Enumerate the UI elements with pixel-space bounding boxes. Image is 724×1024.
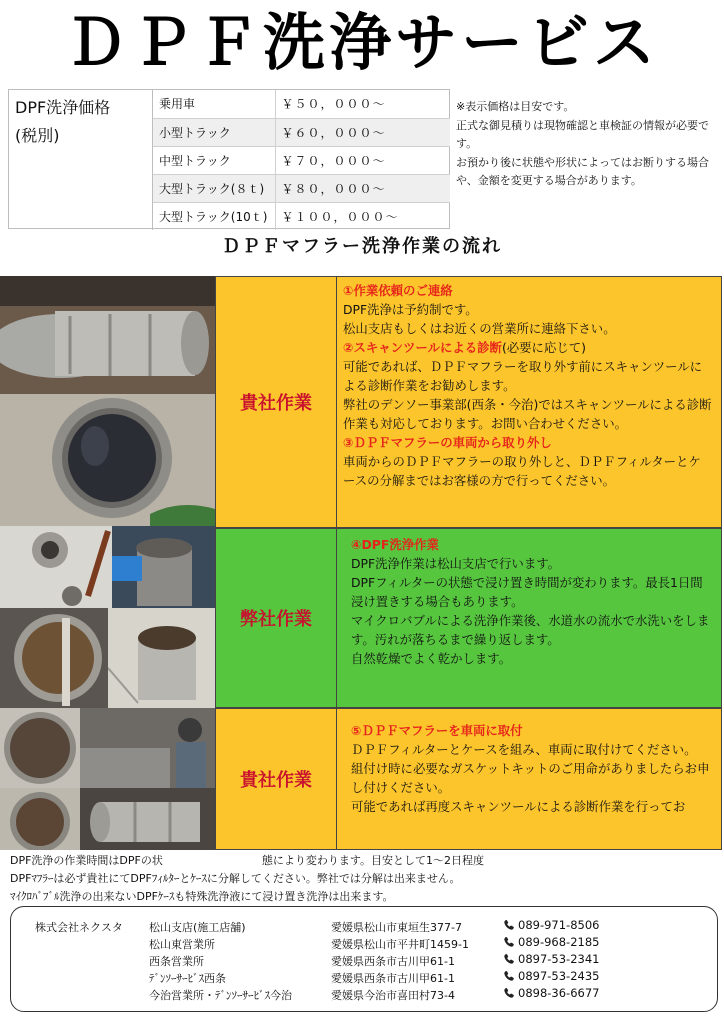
footer-note: DPF洗浄の作業時間はDPFの状 態により変わります。目安として1～2日程度: [10, 854, 484, 867]
section-text: [337, 709, 721, 849]
price-table-box: [8, 89, 450, 229]
step-body: ＤＰＦフィルターとケースを組み、車両に取付けてください。 組付け時に必要なガスケットキットのご用命がありましたらお申し付けください。 可能であれば再度スキャンツールによる診断作業を行ってお: [351, 742, 710, 814]
footer-notes: [10, 852, 714, 906]
tel-number: 089-968-2185: [518, 935, 600, 949]
office-name: 西条営業所: [149, 955, 204, 968]
footer-note: DPFﾏﾌﾗｰは必ず貴社にてDPFﾌｨﾙﾀｰとｹｰｽに分解してください。弊社では分解は出来ません。: [10, 872, 461, 885]
office-tel: [503, 952, 599, 966]
flow-section-customer-2: [215, 708, 722, 850]
page-title: ＤＰＦ洗浄サービス: [64, 6, 659, 79]
price-row: [153, 146, 450, 174]
office-address: 愛媛県松山市東垣生377-7: [331, 921, 462, 934]
phone-icon: [503, 987, 515, 999]
price-value: ￥７０，０００～: [275, 146, 450, 174]
price-note: ※表示価格は目安です。 正式な御見積りは現物確認と車検証の情報が必要です。 お預かり後に状態や形状によってはお断りする場合や、金額を変更する場合があります。: [456, 100, 709, 187]
tel-number: 089-971-8506: [518, 918, 600, 932]
flow-section-company: [215, 528, 722, 708]
price-value: ￥６０，０００～: [275, 118, 450, 146]
vehicle-type: 乗用車: [153, 90, 275, 118]
filter-photo: [0, 788, 80, 850]
phone-icon: [503, 970, 515, 982]
step-heading: ③ＤＰＦマフラーの車両から取り外し: [343, 435, 552, 450]
phone-icon: [503, 953, 515, 965]
price-label: DPF洗浄価格 (税別): [9, 90, 153, 230]
tel-number: 0897-53-2341: [518, 952, 600, 966]
vehicle-type: 大型トラック(８ｔ): [153, 174, 275, 202]
washing-photo: [112, 526, 215, 608]
vehicle-type: 大型トラック(10ｔ): [153, 202, 275, 230]
step-heading: ⑤ＤＰＦマフラーを車両に取付: [351, 723, 523, 738]
price-row: [153, 202, 450, 230]
office-tel: [503, 918, 599, 932]
office-address: 愛媛県今治市喜田村73-4: [331, 989, 455, 1002]
filter-photo: [0, 394, 215, 526]
footer-note: ﾏｲｸﾛﾊﾞﾌﾞﾙ洗浄の出来ないDPFｹｰｽも特殊洗浄液にて浸け置き洗浄は出来ます。: [10, 890, 394, 903]
step-heading: ②スキャンツールによる診断: [343, 340, 502, 355]
phone-icon: [503, 919, 515, 931]
section-text: [337, 277, 721, 527]
install-photo: [80, 708, 215, 788]
office-name: 松山東営業所: [149, 938, 215, 951]
filter-photo: [0, 708, 80, 788]
office-name: 今治営業所・ﾃﾞﾝｿｰｻｰﾋﾞｽ今治: [149, 989, 292, 1002]
vehicle-type: 小型トラック: [153, 118, 275, 146]
step-body: DPF洗浄は予約制です。 松山支店もしくはお近くの営業所に連絡下さい。: [343, 302, 616, 336]
office-name: ﾃﾞﾝｿｰｻｰﾋﾞｽ西条: [149, 972, 226, 985]
filter-photo: [108, 608, 215, 708]
step-body: 車両からのＤＰＦマフラーの取り外しと、ＤＰＦフィルターとケースの分解まではお客様の方で行ってください。: [343, 454, 701, 488]
flow-title: ＤＰＦマフラー洗浄作業の流れ: [222, 236, 502, 257]
office-tel: [503, 986, 599, 1000]
office-address: 愛媛県西条市古川甲61-1: [331, 955, 455, 968]
office-tel: [503, 969, 599, 983]
office-tel: [503, 935, 599, 949]
section-text: [337, 529, 721, 707]
price-row: [153, 118, 450, 146]
company-box: [10, 906, 718, 1012]
office-address: 愛媛県西条市古川甲61-1: [331, 972, 455, 985]
muffler-photo: [80, 788, 215, 850]
photo-column: [0, 276, 215, 850]
price-value: ￥８０，０００～: [275, 174, 450, 202]
step-heading: ①作業依頼のご連絡: [343, 283, 453, 298]
company-name: 株式会社ネクスタ: [35, 921, 123, 934]
price-value: ￥１００，０００～: [281, 209, 399, 224]
step-heading-suffix: (必要に応じて): [501, 340, 586, 355]
filter-photo: [0, 608, 108, 708]
step-heading: ④DPF洗浄作業: [351, 537, 439, 552]
vehicle-type: 中型トラック: [153, 146, 275, 174]
price-row: [153, 174, 450, 202]
phone-icon: [503, 936, 515, 948]
office-address: 愛媛県松山市平井町1459-1: [331, 938, 469, 951]
tel-number: 0897-53-2435: [518, 969, 600, 983]
tel-number: 0898-36-6677: [518, 986, 600, 1000]
price-value: ￥５０，０００～: [275, 90, 450, 118]
flow-section-customer-1: [215, 276, 722, 528]
price-row: [153, 90, 450, 118]
step-body: DPF洗浄作業は松山支店で行います。 DPFフィルターの状態で浸け置き時間が変わります。最長1日間浸け置きする場合もあります。 マイクロバブルによる洗浄作業後、水道水の流水で水洗いをします。汚れが落ちるまで繰り返します。 自然乾燥でよく乾かします。: [351, 556, 710, 666]
washing-photo: [0, 526, 112, 608]
office-name: 松山支店(施工店舗): [149, 921, 246, 934]
section-label: 貴社作業: [216, 709, 337, 849]
muffler-photo: [0, 276, 215, 394]
step-body: 可能であれば、ＤＰＦマフラーを取り外す前にスキャンツールによる診断作業をお勧めします。 弊社のデンソー事業部(西条・今治)ではスキャンツールによる診断作業も対応しております。お問い合わせください。: [343, 359, 712, 431]
section-label: 貴社作業: [216, 277, 337, 527]
price-table: [153, 90, 450, 230]
section-label: 弊社作業: [216, 529, 337, 707]
